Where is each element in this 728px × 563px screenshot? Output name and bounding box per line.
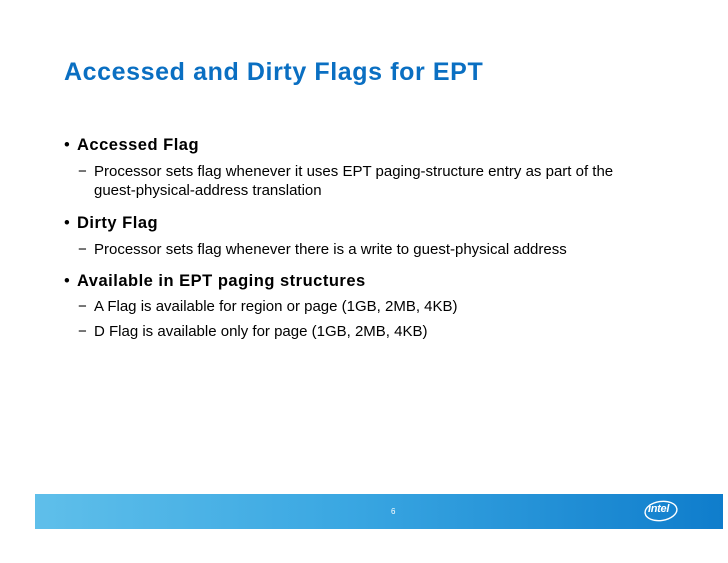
sub-bullet-text: A Flag is available for region or page (1GB, 2MB, 4KB) — [94, 298, 458, 315]
dash-marker: − — [78, 298, 87, 315]
sub-bullet — [78, 240, 654, 259]
footer-bar — [35, 494, 723, 529]
sub-bullet — [78, 162, 654, 200]
bullet-marker: • — [64, 272, 71, 290]
bullet-dirty-flag — [64, 214, 158, 233]
sub-bullet-text: Processor sets flag whenever there is a write to guest-physical address — [94, 241, 567, 258]
sub-bullet — [78, 322, 654, 341]
page-number: 6 — [391, 507, 396, 516]
bullet-available-ept — [64, 272, 366, 291]
bullet-label: Dirty Flag — [77, 214, 159, 232]
dash-marker: − — [78, 163, 87, 180]
bullet-marker: • — [64, 136, 71, 154]
bullet-accessed-flag — [64, 136, 199, 155]
bullet-marker: • — [64, 214, 71, 232]
sub-bullet-text: Processor sets flag whenever it uses EPT paging-structure entry as part of the guest-physical-address translation — [94, 163, 614, 199]
slide-title: Accessed and Dirty Flags for EPT — [64, 58, 484, 86]
sub-bullet-text: D Flag is available only for page (1GB, 2MB, 4KB) — [94, 323, 428, 340]
bullet-label: Accessed Flag — [77, 136, 200, 154]
dash-marker: − — [78, 241, 87, 258]
bullet-label: Available in EPT paging structures — [77, 272, 366, 290]
logo-text: intel — [648, 503, 670, 515]
sub-bullet — [78, 297, 654, 316]
dash-marker: − — [78, 323, 87, 340]
intel-logo-icon — [643, 499, 679, 523]
